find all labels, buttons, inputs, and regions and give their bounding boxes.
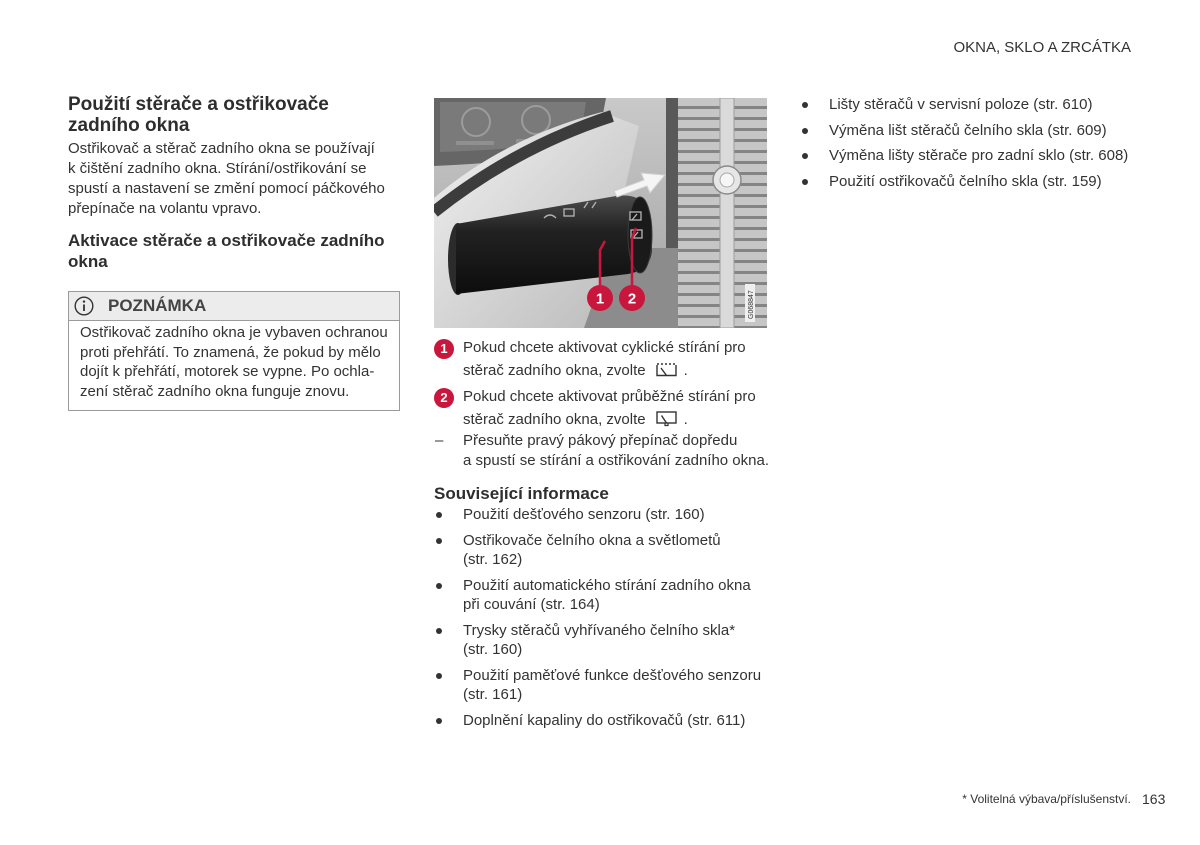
running-head: OKNA, SKLO A ZRCÁTKA — [953, 39, 1131, 56]
step-marker: 2 — [434, 388, 454, 408]
related-list — [434, 505, 761, 736]
callout-1-label: 1 — [595, 290, 605, 308]
related-item: Ostřikovače čelního okna a světlometů (str. 162) — [434, 531, 761, 570]
related-item: Lišty stěračů v servisní poloze (str. 610) — [800, 95, 1128, 115]
related-item: Použití ostřikovačů čelního skla (str. 159) — [800, 172, 1128, 192]
related-item: Trysky stěračů vyhřívaného čelního skla* (str. 160) — [434, 621, 761, 660]
action-marker: – — [435, 432, 444, 449]
related-list-continued — [800, 95, 1128, 197]
step-text — [463, 336, 774, 382]
section-title: Použití stěrače a ostřikovače zadního okna — [68, 94, 329, 136]
figure-code: G068847 — [748, 290, 755, 319]
section-intro: Ostřikovač a stěrač zadního okna se používají k čištění zadního okna. Stírání/ostřikování se spustí a nastavení se změní pomocí páčkového přepínače na volantu vpravo. — [68, 140, 385, 217]
info-icon — [74, 296, 94, 316]
step-marker: 1 — [434, 339, 454, 359]
footnote: * Volitelná výbava/příslušenství. — [962, 792, 1131, 806]
rear-wiper-interval-icon — [655, 361, 678, 378]
note-text: Ostřikovač zadního okna je vybaven ochranou proti přehřátí. To znamená, že pokud by mělo dojít k přehřátí, motorek se vypne. Po ochla- zení stěrač zadního okna funguje znovu. — [80, 324, 388, 400]
rear-wiper-continuous-icon — [655, 410, 678, 427]
related-item: Použití automatického stírání zadního okna při couvání (str. 164) — [434, 576, 761, 615]
note-box — [68, 291, 400, 411]
related-item: Použití dešťového senzoru (str. 160) — [434, 505, 761, 525]
callout-1 — [587, 285, 613, 311]
step-instruction: Pokud chcete aktivovat průběžné stírání pro stěrač zadního okna, zvolte — [463, 388, 756, 428]
step-end: . — [683, 411, 688, 428]
related-item: Doplnění kapaliny do ostřikovačů (str. 611) — [434, 711, 761, 731]
action-text: Přesuňte pravý pákový přepínač dopředu a spustí se stírání a ostřikování zadního okna. — [463, 432, 770, 469]
step-end: . — [683, 362, 688, 379]
note-header — [69, 292, 399, 321]
step-instruction: Pokud chcete aktivovat cyklické stírání pro stěrač zadního okna, zvolte — [463, 339, 746, 379]
note-label: POZNÁMKA — [108, 296, 207, 315]
related-item: Výměna lišt stěračů čelního skla (str. 609) — [800, 121, 1128, 141]
related-item: Výměna lišty stěrače pro zadní sklo (str. 608) — [800, 146, 1128, 166]
related-title: Související informace — [434, 484, 609, 503]
callout-2-label: 2 — [627, 290, 637, 308]
action-item — [434, 431, 774, 471]
step-item — [434, 336, 774, 382]
callout-2 — [619, 285, 645, 311]
wiper-stalk-illustration — [434, 98, 767, 328]
step-item — [434, 385, 774, 431]
related-item: Použití paměťové funkce dešťového senzoru (str. 161) — [434, 666, 761, 705]
page-number: 163 — [1142, 791, 1166, 807]
step-text — [463, 385, 774, 431]
activation-title: Aktivace stěrače a ostřikovače zadního okna — [68, 231, 385, 271]
